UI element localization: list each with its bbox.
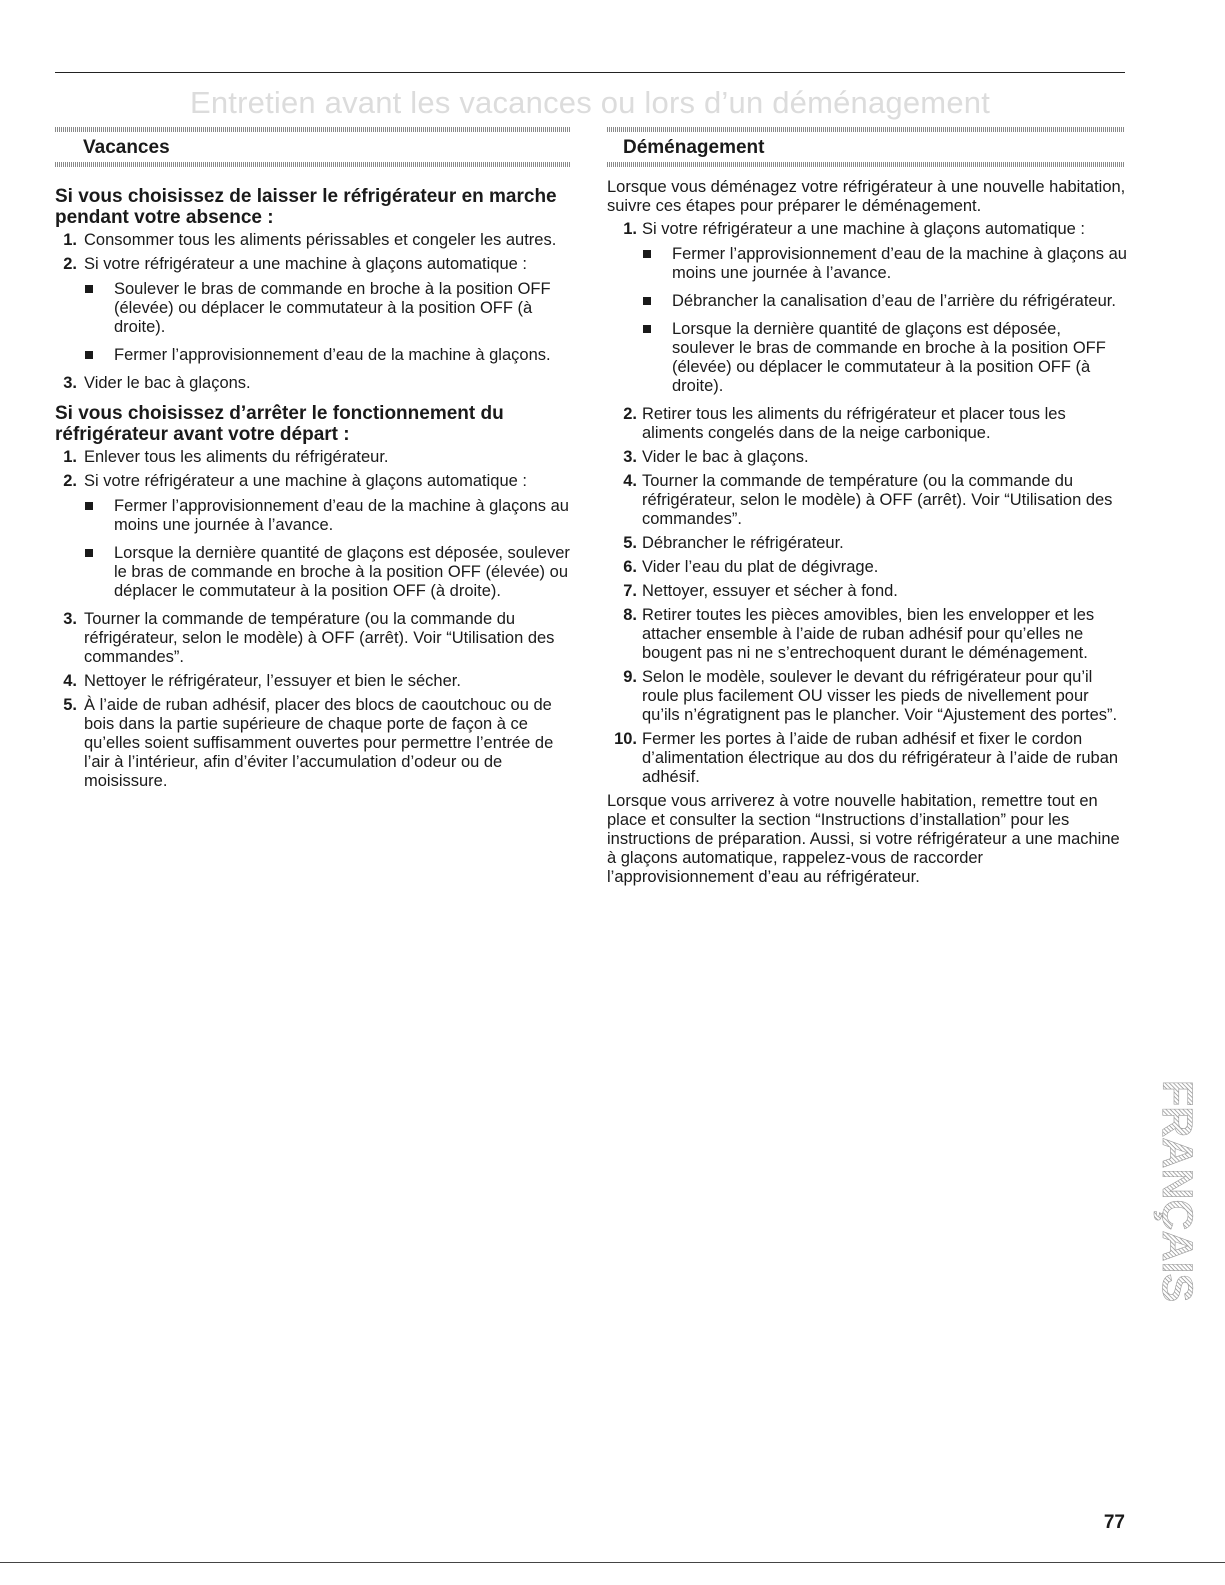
item-number: 8. — [623, 606, 637, 624]
demenagement-heading: Déménagement — [623, 137, 765, 158]
item-text: Retirer tous les aliments du réfrigérateur et placer tous les aliments congelés dans de la neige carbonique. — [642, 405, 1066, 442]
item-number: 4. — [623, 472, 637, 490]
bullet-item — [84, 497, 575, 535]
item-text: Tourner la commande de température (ou la commande du réfrigérateur, selon le modèle) à OFF (arrêt). Voir “Utilisation des commandes”. — [84, 610, 555, 666]
item-number: 9. — [623, 668, 637, 686]
item-text: Selon le modèle, soulever le devant du réfrigérateur pour qu’il roule plus facilement OU visser les pieds de nivellement pour qu’ils n’égratignent pas le plancher. Voir “Ajustement des portes”. — [642, 668, 1118, 724]
item-text: Si votre réfrigérateur a une machine à glaçons automatique : — [84, 255, 528, 273]
item-number: 5. — [63, 696, 77, 714]
item-number: 10. — [614, 730, 637, 748]
item-number: 5. — [623, 534, 637, 552]
item-text: Enlever tous les aliments du réfrigérateur. — [84, 448, 389, 466]
list-item — [55, 696, 575, 791]
demenagement-intro: Lorsque vous déménagez votre réfrigérateur à une nouvelle habitation, suivre ces étapes pour préparer le déménagement. — [607, 178, 1126, 215]
bullet-text: Soulever le bras de commande en broche à la position OFF (élevée) ou déplacer le commutateur à la position OFF (à droite). — [114, 280, 551, 336]
bullet-text: Débrancher la canalisation d’eau de l’arrière du réfrigérateur. — [672, 292, 1116, 310]
list-item — [607, 220, 1127, 396]
list-item — [607, 668, 1127, 725]
bullet-list — [84, 280, 575, 365]
square-bullet-icon — [85, 502, 93, 510]
bullet-item — [642, 245, 1127, 283]
item-text: Fermer les portes à l’aide de ruban adhésif et fixer le cordon d’alimentation électrique au dos du réfrigérateur à l’aide de ruban adhésif. — [642, 730, 1119, 786]
bullet-list — [84, 497, 575, 601]
bullet-item — [642, 320, 1127, 396]
item-number: 3. — [63, 374, 77, 392]
square-bullet-icon — [85, 549, 93, 557]
list-item — [55, 672, 575, 691]
bottom-rule — [0, 1562, 1225, 1563]
item-number: 3. — [623, 448, 637, 466]
item-number: 4. — [63, 672, 77, 690]
item-text: Nettoyer le réfrigérateur, l’essuyer et bien le sécher. — [84, 672, 461, 690]
item-text: Si votre réfrigérateur a une machine à glaçons automatique : — [84, 472, 528, 490]
list-item — [55, 231, 575, 250]
bullet-text: Lorsque la dernière quantité de glaçons est déposée, soulever le bras de commande en broche à la position OFF (élevée) ou déplacer le commutateur à la position OFF (à droite). — [114, 544, 570, 600]
item-number: 1. — [63, 231, 77, 249]
item-text: À l’aide de ruban adhésif, placer des blocs de caoutchouc ou de bois dans la partie supérieure de chaque porte de façon à ce qu’elles soient suffisamment ouvertes pour permettre l’entrée de l’air à l’intérieur, afin d’éviter l’accumulation d’odeur ou de moisissure. — [84, 696, 554, 790]
language-side-tab — [1138, 1080, 1201, 1340]
square-bullet-icon — [643, 325, 651, 333]
bullet-item — [84, 280, 575, 337]
demenagement-column — [607, 132, 1127, 891]
item-text: Débrancher le réfrigérateur. — [642, 534, 844, 552]
page-title: Entretien avant les vacances ou lors d’un déménagement — [189, 85, 991, 120]
list-item — [607, 405, 1127, 443]
square-bullet-icon — [643, 297, 651, 305]
list-item — [607, 582, 1127, 601]
vacances-running-list — [55, 231, 575, 393]
square-bullet-icon — [85, 285, 93, 293]
bullet-text: Fermer l’approvisionnement d’eau de la machine à glaçons au moins une journée à l’avance. — [672, 245, 1127, 282]
list-item — [607, 730, 1127, 787]
bullet-list — [642, 245, 1127, 396]
bullet-text: Fermer l’approvisionnement d’eau de la machine à glaçons. — [114, 346, 551, 364]
demenagement-outro: Lorsque vous arriverez à votre nouvelle habitation, remettre tout en place et consulter la section “Instructions d’installation” pour les instructions de préparation. Aussi, si votre réfrigérateur a une machine à glaçons automatique, rappelez-vous de raccorder l’approvisionnement d’eau au réfrigérateur. — [607, 792, 1120, 886]
item-number: 2. — [63, 472, 77, 490]
vacances-stopped-list — [55, 448, 575, 791]
list-item — [607, 472, 1127, 529]
vacances-subheading-running: Si vous choisissez de laisser le réfrigérateur en marche pendant votre absence : — [55, 186, 557, 228]
item-text: Consommer tous les aliments périssables et congeler les autres. — [84, 231, 557, 249]
side-tab-text: FRANÇAIS — [1153, 1080, 1201, 1303]
bullet-item — [84, 544, 575, 601]
square-bullet-icon — [643, 250, 651, 258]
list-item — [55, 255, 575, 365]
item-number: 6. — [623, 558, 637, 576]
item-number: 2. — [63, 255, 77, 273]
bullet-text: Lorsque la dernière quantité de glaçons est déposée, soulever le bras de commande en broche à la position OFF (élevée) ou déplacer le commutateur à la position OFF (à droite). — [672, 320, 1106, 395]
list-item — [55, 472, 575, 601]
list-item — [55, 374, 575, 393]
item-number: 1. — [623, 220, 637, 238]
list-item — [55, 448, 575, 467]
item-text: Tourner la commande de température (ou la commande du réfrigérateur, selon le modèle) à OFF (arrêt). Voir “Utilisation des commandes”. — [642, 472, 1113, 528]
bullet-item — [84, 346, 575, 365]
item-text: Retirer toutes les pièces amovibles, bien les envelopper et les attacher ensemble à l’aide de ruban adhésif pour qu’elles ne bougent pas ni ne s’entrechoquent durant le déménagement. — [642, 606, 1095, 662]
item-text: Nettoyer, essuyer et sécher à fond. — [642, 582, 898, 600]
item-text: Vider le bac à glaçons. — [642, 448, 809, 466]
bullet-text: Fermer l’approvisionnement d’eau de la machine à glaçons au moins une journée à l’avance. — [114, 497, 569, 534]
item-text: Si votre réfrigérateur a une machine à glaçons automatique : — [642, 220, 1086, 238]
list-item — [607, 534, 1127, 553]
vacances-column — [55, 132, 575, 796]
item-text: Vider le bac à glaçons. — [84, 374, 251, 392]
demenagement-list — [607, 220, 1127, 787]
square-bullet-icon — [85, 351, 93, 359]
list-item — [607, 558, 1127, 577]
item-text: Vider l’eau du plat de dégivrage. — [642, 558, 879, 576]
top-rule — [55, 72, 1125, 73]
vacances-subheading-stopped: Si vous choisissez d’arrêter le fonctionnement du réfrigérateur avant votre départ : — [55, 403, 504, 445]
list-item — [55, 610, 575, 667]
bullet-item — [642, 292, 1127, 311]
vacances-heading: Vacances — [83, 137, 170, 158]
item-number: 7. — [623, 582, 637, 600]
list-item — [607, 606, 1127, 663]
item-number: 1. — [63, 448, 77, 466]
list-item — [607, 448, 1127, 467]
page-number: 77 — [1103, 1512, 1125, 1533]
item-number: 3. — [63, 610, 77, 628]
item-number: 2. — [623, 405, 637, 423]
